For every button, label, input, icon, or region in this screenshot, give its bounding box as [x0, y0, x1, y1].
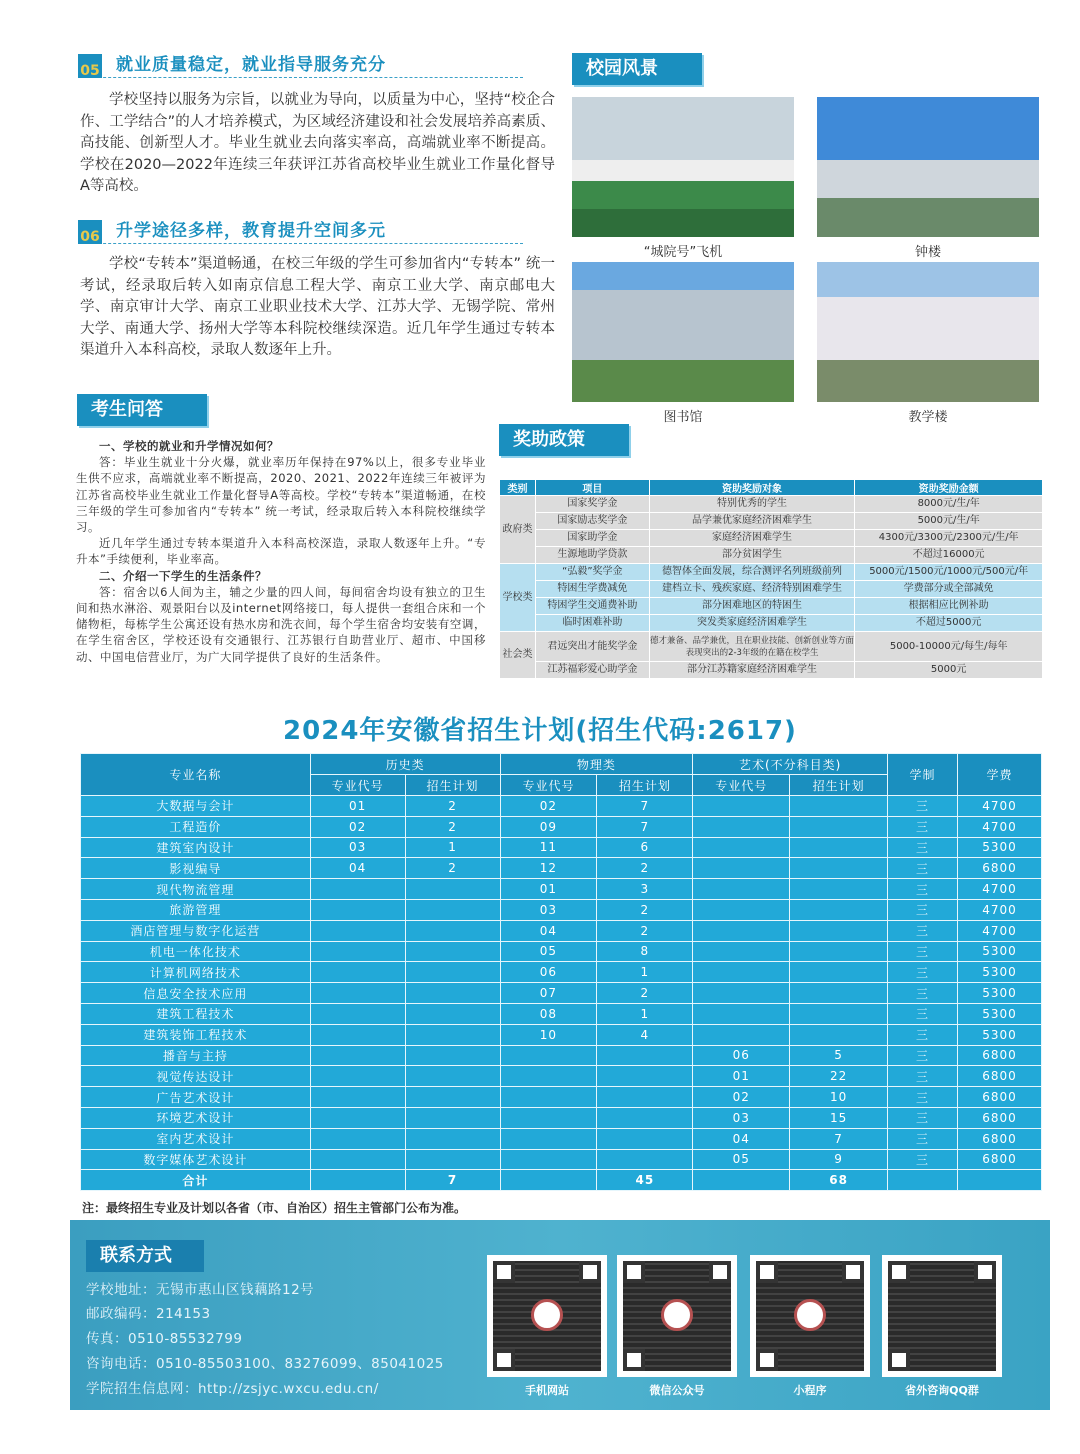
table-cell: 02: [500, 796, 597, 817]
table-cell: [310, 1107, 405, 1128]
contact-address: 学校地址：无锡市惠山区钱藕路12号: [86, 1282, 315, 1298]
col-header-quota: 招生计划: [790, 775, 888, 796]
table-cell: 1: [597, 1003, 693, 1024]
table-cell: 1: [405, 837, 500, 858]
table-cell: 6800: [957, 1128, 1041, 1149]
table-cell: 4700: [957, 899, 1041, 920]
table-cell: [693, 1024, 790, 1045]
table-row: [500, 564, 1043, 581]
table-row: [81, 879, 1042, 900]
table-row: [81, 1066, 1042, 1087]
photo-airplane: [572, 97, 794, 237]
major-name-cell: 酒店管理与数字化运营: [81, 920, 311, 941]
scholarship-table: [499, 479, 1043, 679]
col-header: 类别: [500, 480, 536, 496]
table-cell: 4: [597, 1024, 693, 1045]
major-name-cell: 工程造价: [81, 816, 311, 837]
table-cell: 4700: [957, 920, 1041, 941]
table-row: [500, 547, 1043, 564]
table-cell: [790, 879, 888, 900]
table-cell: 11: [500, 837, 597, 858]
table-cell: [693, 962, 790, 983]
table-cell: 8000元/生/年: [855, 496, 1043, 513]
table-row: [81, 1045, 1042, 1066]
table-cell: 04: [693, 1128, 790, 1149]
table-cell: 10: [500, 1024, 597, 1045]
table-cell: 三: [888, 879, 958, 900]
table-cell: 08: [500, 1003, 597, 1024]
qr-label: 手机网站: [525, 1384, 569, 1397]
table-cell: 三: [888, 920, 958, 941]
table-cell: 三: [888, 1024, 958, 1045]
major-name-cell: 广告艺术设计: [81, 1087, 311, 1108]
table-cell: 三: [888, 962, 958, 983]
table-cell: 5: [790, 1045, 888, 1066]
table-cell: [693, 983, 790, 1004]
table-cell: [597, 1149, 693, 1170]
table-cell: 三: [888, 1107, 958, 1128]
table-cell: 生源地助学贷款: [535, 547, 649, 564]
total-cell: [310, 1170, 405, 1191]
table-cell: [790, 920, 888, 941]
table-cell: [500, 1087, 597, 1108]
table-cell: [693, 899, 790, 920]
table-cell: 6800: [957, 1087, 1041, 1108]
col-header-fee: 学费: [957, 754, 1041, 796]
table-cell: 4700: [957, 879, 1041, 900]
table-cell: 不超过16000元: [855, 547, 1043, 564]
table-cell: 07: [500, 983, 597, 1004]
table-cell: 09: [500, 816, 597, 837]
table-cell: [310, 899, 405, 920]
table-cell: 根据相应比例补助: [855, 598, 1043, 615]
table-cell: [693, 837, 790, 858]
major-name-cell: 旅游管理: [81, 899, 311, 920]
table-cell: 7: [597, 816, 693, 837]
col-header-quota: 招生计划: [405, 775, 500, 796]
table-cell: 8: [597, 941, 693, 962]
table-cell: [310, 1045, 405, 1066]
qr-code-0: [487, 1255, 607, 1377]
major-name-cell: 建筑工程技术: [81, 1003, 311, 1024]
table-cell: 三: [888, 1087, 958, 1108]
table-cell: [310, 1149, 405, 1170]
table-cell: 品学兼优家庭经济困难学生: [649, 513, 855, 530]
col-header: 资助奖励对象: [649, 480, 855, 496]
table-cell: 2: [597, 899, 693, 920]
table-cell: [310, 920, 405, 941]
campus-title: 校园风景: [572, 53, 702, 85]
table-cell: 不超过5000元: [855, 615, 1043, 632]
table-cell: [790, 796, 888, 817]
table-cell: 三: [888, 1149, 958, 1170]
table-cell: [693, 1003, 790, 1024]
qr-label: 省外咨询QQ群: [905, 1384, 979, 1397]
table-cell: [405, 962, 500, 983]
school-logo-icon: [531, 1299, 563, 1331]
qa-title: 考生问答: [77, 394, 207, 426]
table-cell: [790, 899, 888, 920]
table-cell: [693, 796, 790, 817]
contact-postcode: 邮政编码：214153: [86, 1306, 211, 1322]
major-name-cell: 现代物流管理: [81, 879, 311, 900]
table-cell: 德智体全面发展，综合测评名列班级前列: [649, 564, 855, 581]
total-cell: [500, 1170, 597, 1191]
table-cell: 05: [500, 941, 597, 962]
major-name-cell: 环境艺术设计: [81, 1107, 311, 1128]
table-cell: 特困生学费减免: [535, 581, 649, 598]
total-cell: [693, 1170, 790, 1191]
table-row: [81, 962, 1042, 983]
table-cell: 2: [597, 920, 693, 941]
table-cell: 01: [310, 796, 405, 817]
qa-content: [76, 438, 486, 665]
table-row: [81, 816, 1042, 837]
table-cell: 4700: [957, 796, 1041, 817]
table-cell: 12: [500, 858, 597, 879]
table-cell: 5000元: [855, 662, 1043, 679]
table-row: [81, 1087, 1042, 1108]
caption: 图书馆: [663, 410, 703, 425]
total-cell: 7: [405, 1170, 500, 1191]
table-cell: 三: [888, 1045, 958, 1066]
major-name-cell: 大数据与会计: [81, 796, 311, 817]
table-cell: 06: [693, 1045, 790, 1066]
table-cell: 三: [888, 796, 958, 817]
table-cell: 5300: [957, 837, 1041, 858]
section-title: 就业质量稳定，就业指导服务充分: [116, 55, 386, 75]
table-row: [81, 1149, 1042, 1170]
table-cell: [693, 920, 790, 941]
question: 一、学校的就业和升学情况如何？: [99, 439, 279, 453]
table-cell: [405, 920, 500, 941]
col-header: 资助奖励金额: [855, 480, 1043, 496]
table-cell: [310, 1003, 405, 1024]
table-cell: 04: [310, 858, 405, 879]
table-cell: [405, 941, 500, 962]
answer: 答：毕业生就业十分火爆，就业率历年保持在97%以上，很多专业毕业生供不应求，高端就业率不断提高，2020、2021、2022年连续三年被评为江苏省高校毕业生就业工作量化督导A等高校。学校“专转本”渠道畅通，在校三年级的学生可参加省内“专转本” 统一考试，经录取后转入本科院校继续学习。: [76, 455, 486, 535]
major-name-cell: 建筑装饰工程技术: [81, 1024, 311, 1045]
caption: “城院号”飞机: [643, 245, 723, 260]
table-cell: 三: [888, 1128, 958, 1149]
table-cell: 1: [597, 962, 693, 983]
table-cell: 三: [888, 1066, 958, 1087]
table-row: [81, 796, 1042, 817]
table-cell: 5300: [957, 1024, 1041, 1045]
table-cell: 6800: [957, 1066, 1041, 1087]
table-cell: [597, 1066, 693, 1087]
table-cell: 部分困难地区的特困生: [649, 598, 855, 615]
photo-teaching-building: [817, 262, 1039, 402]
major-name-cell: 数字媒体艺术设计: [81, 1149, 311, 1170]
qr-code-3: [882, 1255, 1002, 1377]
table-cell: 06: [500, 962, 597, 983]
table-cell: 三: [888, 837, 958, 858]
table-cell: [790, 1024, 888, 1045]
section-number: 05: [78, 54, 102, 78]
table-cell: 5000元/1500元/1000元/500元/年: [855, 564, 1043, 581]
table-cell: 5300: [957, 941, 1041, 962]
table-cell: 7: [790, 1128, 888, 1149]
table-cell: 突发类家庭经济困难学生: [649, 615, 855, 632]
col-header-physics: 物理类: [500, 754, 693, 775]
table-cell: 04: [500, 920, 597, 941]
table-cell: “弘毅”奖学金: [535, 564, 649, 581]
table-cell: 2: [405, 796, 500, 817]
table-row: [81, 920, 1042, 941]
table-cell: [500, 1107, 597, 1128]
table-cell: [405, 1087, 500, 1108]
table-cell: 10: [790, 1087, 888, 1108]
major-name-cell: 室内艺术设计: [81, 1128, 311, 1149]
table-cell: [405, 899, 500, 920]
major-name-cell: 影视编导: [81, 858, 311, 879]
section-06-body: 学校“专转本”渠道畅通，在校三年级的学生可参加省内“专转本” 统一考试，经录取后转入如南京信息工程大学、南京工业大学、南京邮电大学、南京审计大学、南京工业职业技术大学、江苏大学、无锡学院、常州大学、南通大学、扬州大学等本科院校继续深造。近几年学生通过专转本渠道升入本科高校，录取人数逐年上升。: [80, 256, 555, 358]
table-cell: 临时困难补助: [535, 615, 649, 632]
category-cell: 学校类: [500, 564, 536, 632]
category-cell: 社会类: [500, 632, 536, 679]
table-cell: 2: [405, 858, 500, 879]
table-cell: 江苏福彩爱心助学金: [535, 662, 649, 679]
table-cell: 建档立卡、残疾家庭、经济特别困难学生: [649, 581, 855, 598]
table-cell: 三: [888, 941, 958, 962]
table-cell: 02: [310, 816, 405, 837]
table-cell: 02: [693, 1087, 790, 1108]
contact-section: [70, 1220, 1050, 1410]
table-cell: 国家励志奖学金: [535, 513, 649, 530]
table-cell: [310, 962, 405, 983]
total-cell: [888, 1170, 958, 1191]
contact-website[interactable]: 学院招生信息网：http://zsjyc.wxcu.edu.cn/: [86, 1381, 379, 1397]
photo-clock-tower: [817, 97, 1039, 237]
table-cell: 特别优秀的学生: [649, 496, 855, 513]
table-row: [81, 983, 1042, 1004]
admission-plan-table: [80, 753, 1042, 1191]
total-cell: 合计: [81, 1170, 311, 1191]
table-cell: [310, 983, 405, 1004]
table-cell: [597, 1128, 693, 1149]
table-cell: 5000元/生/年: [855, 513, 1043, 530]
plan-title: 2024年安徽省招生计划(招生代码:2617): [283, 716, 797, 746]
total-cell: [957, 1170, 1041, 1191]
table-row: [81, 941, 1042, 962]
section-number: 06: [78, 220, 102, 244]
table-cell: [405, 879, 500, 900]
table-cell: 22: [790, 1066, 888, 1087]
table-cell: 7: [597, 796, 693, 817]
table-cell: [310, 941, 405, 962]
total-cell: 68: [790, 1170, 888, 1191]
table-cell: 03: [693, 1107, 790, 1128]
major-name-cell: 播音与主持: [81, 1045, 311, 1066]
table-row: [81, 858, 1042, 879]
table-row: [500, 615, 1043, 632]
table-cell: 6800: [957, 858, 1041, 879]
contact-phone: 咨询电话：0510-85503100、83276099、85041025: [86, 1356, 444, 1372]
table-cell: [597, 1087, 693, 1108]
major-name-cell: 建筑室内设计: [81, 837, 311, 858]
table-cell: [405, 1107, 500, 1128]
school-logo-icon: [794, 1299, 826, 1331]
col-header-years: 学制: [888, 754, 958, 796]
table-cell: [405, 1003, 500, 1024]
qr-code-2: [750, 1255, 870, 1377]
table-cell: 2: [597, 858, 693, 879]
table-row: [81, 1003, 1042, 1024]
table-cell: [310, 1066, 405, 1087]
school-logo-icon: [661, 1299, 693, 1331]
table-cell: 部分贫困学生: [649, 547, 855, 564]
qr-label: 小程序: [793, 1384, 827, 1397]
table-cell: 三: [888, 816, 958, 837]
col-header-history: 历史类: [310, 754, 500, 775]
table-cell: 01: [500, 879, 597, 900]
plan-note: 注：最终招生专业及计划以各省（市、自治区）招生主管部门公布为准。: [82, 1201, 467, 1215]
table-cell: 国家助学金: [535, 530, 649, 547]
table-cell: 6: [597, 837, 693, 858]
table-cell: 特困学生交通费补助: [535, 598, 649, 615]
table-cell: [790, 858, 888, 879]
table-cell: 15: [790, 1107, 888, 1128]
table-cell: 5300: [957, 983, 1041, 1004]
table-cell: 5300: [957, 962, 1041, 983]
table-cell: 6800: [957, 1107, 1041, 1128]
table-cell: [693, 879, 790, 900]
table-cell: [790, 816, 888, 837]
table-cell: [693, 941, 790, 962]
table-row: [81, 1024, 1042, 1045]
table-row: [500, 581, 1043, 598]
table-cell: 03: [310, 837, 405, 858]
table-cell: [790, 962, 888, 983]
table-cell: 君远突出才能奖学金: [535, 632, 649, 662]
major-name-cell: 机电一体化技术: [81, 941, 311, 962]
answer: 答：宿舍以6人间为主，辅之少量的四人间，每间宿舍均设有独立的卫生间和热水淋浴、观景阳台以及internet网络接口，每人提供一套组合床和一个储物柜，每栋学生公寓还设有热水房和洗衣间，每个学生宿舍均安装有空调，在学生宿舍区，学校还设有交通银行、江苏银行自助营业厅、超市、中国移动、中国电信营业厅，为广大同学提供了良好的生活条件。: [76, 584, 486, 664]
table-cell: [500, 1149, 597, 1170]
table-row: [81, 837, 1042, 858]
table-cell: [693, 858, 790, 879]
scholarship-title: 奖助政策: [499, 424, 629, 456]
table-cell: 部分江苏籍家庭经济困难学生: [649, 662, 855, 679]
major-name-cell: 视觉传达设计: [81, 1066, 311, 1087]
table-cell: [790, 983, 888, 1004]
total-cell: 45: [597, 1170, 693, 1191]
table-cell: 三: [888, 1003, 958, 1024]
table-cell: [500, 1045, 597, 1066]
col-header: 项目: [535, 480, 649, 496]
category-cell: 政府类: [500, 496, 536, 564]
table-cell: 三: [888, 983, 958, 1004]
table-cell: 学费部分或全部减免: [855, 581, 1043, 598]
table-row: [81, 1128, 1042, 1149]
table-cell: 5300: [957, 1003, 1041, 1024]
table-cell: 9: [790, 1149, 888, 1170]
contact-fax: 传真：0510-85532799: [86, 1331, 243, 1347]
table-cell: [405, 1066, 500, 1087]
table-row: [81, 899, 1042, 920]
table-cell: [597, 1045, 693, 1066]
major-name-cell: 计算机网络技术: [81, 962, 311, 983]
table-row: [500, 530, 1043, 547]
col-header-code: 专业代号: [310, 775, 405, 796]
photo-library: [572, 262, 794, 402]
section-title: 升学途径多样，教育提升空间多元: [116, 221, 386, 241]
table-row: [500, 598, 1043, 615]
table-cell: [500, 1128, 597, 1149]
caption: 教学楼: [908, 410, 948, 425]
table-cell: [405, 983, 500, 1004]
col-header-code: 专业代号: [693, 775, 790, 796]
table-cell: [500, 1066, 597, 1087]
table-cell: 德才兼备、品学兼优，且在职业技能、创新创业等方面表现突出的2-3年级的在籍在校学生: [649, 632, 855, 662]
answer: 近几年学生通过专转本渠道升入本科高校深造，录取人数逐年上升。“专升本”手续便利，毕业率高。: [76, 536, 486, 567]
table-row: [500, 632, 1043, 662]
col-header-art: 艺术(不分科目类): [693, 754, 888, 775]
qr-code-1: [617, 1255, 737, 1377]
col-header-quota: 招生计划: [597, 775, 693, 796]
table-cell: [405, 1128, 500, 1149]
table-cell: 03: [500, 899, 597, 920]
table-cell: 5000-10000元/每生/每年: [855, 632, 1043, 662]
table-cell: [310, 1087, 405, 1108]
section-06-header: [78, 214, 523, 244]
table-row: [500, 513, 1043, 530]
section-05-body: 学校坚持以服务为宗旨，以就业为导向，以质量为中心，坚持“校企合作、工学结合”的人才培养模式，为区域经济建设和社会发展培养高素质、高技能、创新型人才。毕业生就业去向落实率高，高端就业率不断提高。学校在2020—2022年连续三年获评江苏省高校毕业生就业工作量化督导A等高校。: [80, 92, 555, 194]
table-cell: [693, 816, 790, 837]
table-cell: [405, 1045, 500, 1066]
table-cell: 01: [693, 1066, 790, 1087]
table-row: [500, 662, 1043, 679]
table-cell: 三: [888, 899, 958, 920]
question: 二、介绍一下学生的生活条件？: [99, 568, 267, 583]
table-cell: [790, 941, 888, 962]
table-cell: 2: [597, 983, 693, 1004]
table-cell: 4700: [957, 816, 1041, 837]
total-row: [81, 1170, 1042, 1191]
table-cell: [310, 879, 405, 900]
col-header-name: 专业名称: [81, 754, 311, 796]
table-cell: 4300元/3300元/2300元/生/年: [855, 530, 1043, 547]
table-cell: 05: [693, 1149, 790, 1170]
table-cell: 2: [405, 816, 500, 837]
col-header-code: 专业代号: [500, 775, 597, 796]
table-cell: [310, 1128, 405, 1149]
table-cell: 三: [888, 858, 958, 879]
table-cell: [790, 837, 888, 858]
table-cell: [790, 1003, 888, 1024]
table-cell: [597, 1107, 693, 1128]
contact-title: 联系方式: [86, 1240, 204, 1272]
table-row: [500, 496, 1043, 513]
table-cell: 6800: [957, 1149, 1041, 1170]
table-cell: 6800: [957, 1045, 1041, 1066]
major-name-cell: 信息安全技术应用: [81, 983, 311, 1004]
qr-label: 微信公众号: [649, 1384, 705, 1397]
section-05-header: [78, 48, 523, 78]
table-cell: [310, 1024, 405, 1045]
table-cell: 家庭经济困难学生: [649, 530, 855, 547]
table-cell: 国家奖学金: [535, 496, 649, 513]
table-row: [81, 1107, 1042, 1128]
table-cell: [405, 1149, 500, 1170]
table-cell: 3: [597, 879, 693, 900]
table-cell: [405, 1024, 500, 1045]
caption: 钟楼: [914, 245, 941, 260]
